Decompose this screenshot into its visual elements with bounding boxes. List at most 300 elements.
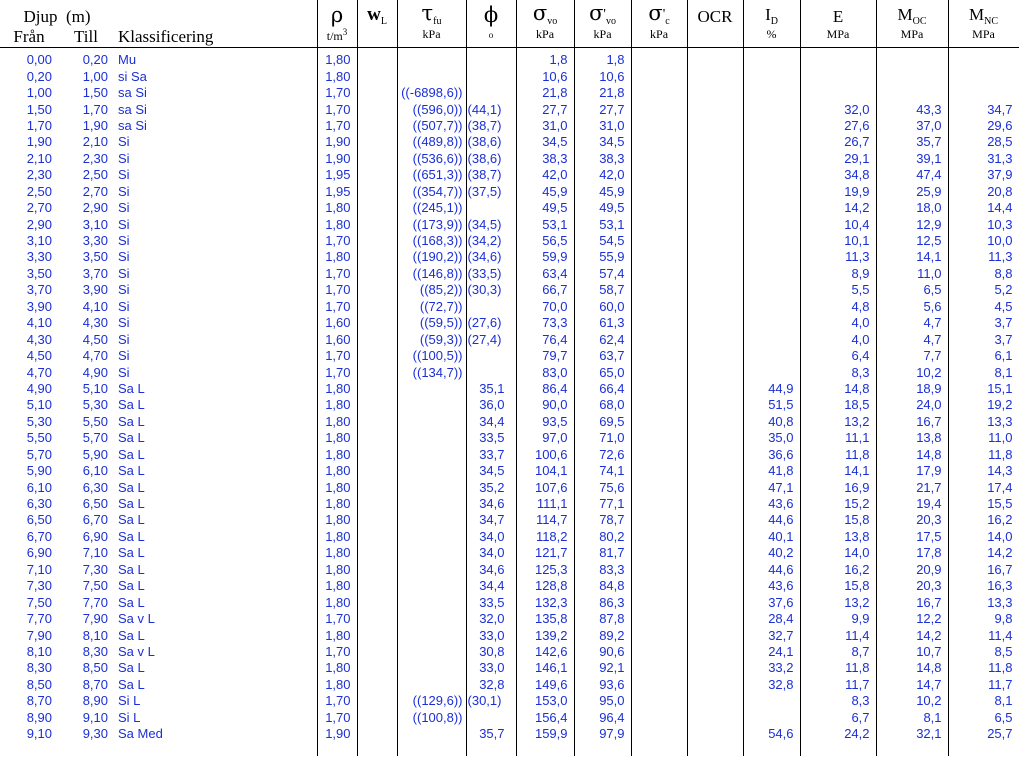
- cell-e: 6,4: [800, 348, 876, 364]
- cell-rho: 1,60: [317, 331, 357, 347]
- cell-wl: [357, 52, 397, 68]
- cell-id: [743, 249, 800, 265]
- cell-sigma_eff: 58,7: [574, 282, 631, 298]
- cell-sigma_eff: 55,9: [574, 249, 631, 265]
- cell-from: 0,00: [26, 52, 52, 68]
- cell-id: [743, 299, 800, 315]
- cell-class: Mu: [114, 52, 317, 68]
- cell-sigma_eff: 74,1: [574, 463, 631, 479]
- cell-sigma_c: [631, 266, 687, 282]
- cell-to: 3,50: [82, 249, 109, 265]
- cell-phi: 36,0: [466, 397, 516, 413]
- cell-wl: [357, 710, 397, 726]
- cell-ocr: [687, 151, 743, 167]
- cell-wl: [357, 101, 397, 117]
- cell-from: 3,70: [26, 282, 52, 298]
- cell-sigma: 142,6: [516, 644, 574, 660]
- cell-sigma_c: [631, 85, 687, 101]
- cell-id: [743, 742, 800, 756]
- cell-moc: 18,9: [876, 381, 948, 397]
- ocr-header: OCR: [687, 0, 743, 27]
- cell-e: 5,5: [800, 282, 876, 298]
- cell-tau: [397, 381, 466, 397]
- cell-id: 43,6: [743, 578, 800, 594]
- cell-id: 47,1: [743, 479, 800, 495]
- filler-row: [0, 742, 1019, 756]
- cell-moc: 16,7: [876, 594, 948, 610]
- cell-sigma_c: [631, 397, 687, 413]
- cell-tau: ((100,5)): [397, 348, 466, 364]
- table-row: [0, 627, 1019, 643]
- cell-tau: ((-6898,6)): [397, 85, 466, 101]
- cell-phi: 33,0: [466, 627, 516, 643]
- cell-sigma_eff: 72,6: [574, 447, 631, 463]
- cell-to: 4,30: [82, 315, 109, 331]
- cell-sigma_eff: 45,9: [574, 184, 631, 200]
- cell-tau: ((354,7)): [397, 184, 466, 200]
- cell-ocr: [687, 233, 743, 249]
- cell-sigma_eff: 1,8: [574, 52, 631, 68]
- table-row: [0, 331, 1019, 347]
- cell-tau: [397, 644, 466, 660]
- cell-mnc: [948, 68, 1019, 84]
- cell-moc: 17,5: [876, 529, 948, 545]
- cell-from: 2,90: [26, 216, 52, 232]
- cell-e: 4,0: [800, 315, 876, 331]
- cell-from: 8,50: [26, 676, 52, 692]
- cell-id: [743, 52, 800, 68]
- cell-ocr: [687, 693, 743, 709]
- cell-moc: 14,1: [876, 249, 948, 265]
- cell-class: sa Si: [114, 118, 317, 134]
- cell-sigma_eff: 42,0: [574, 167, 631, 183]
- cell-to: 8,70: [82, 676, 109, 692]
- cell-class: Sa v L: [114, 611, 317, 627]
- cell-sigma_eff: 34,5: [574, 134, 631, 150]
- cell-moc: 32,1: [876, 726, 948, 742]
- cell-sigma: 107,6: [516, 479, 574, 495]
- cell-ocr: [687, 68, 743, 84]
- cell-wl: [357, 660, 397, 676]
- cell-e: 11,3: [800, 249, 876, 265]
- cell-id: [743, 68, 800, 84]
- cell-to: 5,10: [82, 380, 109, 396]
- cell-wl: [357, 578, 397, 594]
- cell-sigma: 83,0: [516, 364, 574, 380]
- cell-phi: [466, 742, 516, 756]
- cell-sigma_c: [631, 381, 687, 397]
- cell-mnc: [948, 742, 1019, 756]
- cell-sigma_eff: 38,3: [574, 151, 631, 167]
- cell-sigma_eff: 97,9: [574, 726, 631, 742]
- cell-rho: 1,70: [317, 101, 357, 117]
- cell-moc: 4,7: [876, 331, 948, 347]
- table-row: [0, 463, 1019, 479]
- cell-to: 3,90: [82, 282, 109, 298]
- cell-to: 2,50: [82, 167, 109, 183]
- cell-moc: 14,8: [876, 660, 948, 676]
- cell-id: 24,1: [743, 644, 800, 660]
- cell-ocr: [687, 742, 743, 756]
- cell-sigma_c: [631, 627, 687, 643]
- cell-rho: 1,90: [317, 151, 357, 167]
- cell-moc: 17,9: [876, 463, 948, 479]
- cell-id: 44,9: [743, 381, 800, 397]
- cell-class: sa Si: [114, 85, 317, 101]
- total-stress-unit: kPa: [516, 27, 574, 48]
- cell-mnc: 17,4: [948, 479, 1019, 495]
- cell-e: 13,8: [800, 529, 876, 545]
- cell-class: Si L: [114, 693, 317, 709]
- cell-tau: ((85,2)): [397, 282, 466, 298]
- table-row: [0, 496, 1019, 512]
- cell-wl: [357, 381, 397, 397]
- cell-mnc: [948, 52, 1019, 68]
- cell-from: 4,30: [26, 331, 52, 347]
- cell-wl: [357, 118, 397, 134]
- cell-ocr: [687, 282, 743, 298]
- cell-ocr: [687, 266, 743, 282]
- cell-sigma_c: [631, 52, 687, 68]
- cell-id: 33,2: [743, 660, 800, 676]
- cell-mnc: 11,4: [948, 627, 1019, 643]
- cell-sigma_eff: 31,0: [574, 118, 631, 134]
- cell-tau: [397, 742, 466, 756]
- cell-from: 3,10: [26, 233, 52, 249]
- cell-wl: [357, 134, 397, 150]
- cell-id: 40,1: [743, 529, 800, 545]
- cell-sigma: 59,9: [516, 249, 574, 265]
- cell-sigma_eff: 68,0: [574, 397, 631, 413]
- cell-class: Si: [114, 184, 317, 200]
- cell-wl: [357, 677, 397, 693]
- cell-mnc: 25,7: [948, 726, 1019, 742]
- cell-class: Si L: [114, 710, 317, 726]
- table-row: [0, 68, 1019, 84]
- table-row: [0, 52, 1019, 68]
- cell-sigma_eff: 84,8: [574, 578, 631, 594]
- cell-tau: ((173,9)): [397, 216, 466, 232]
- cell-moc: 25,9: [876, 184, 948, 200]
- cell-sigma: 135,8: [516, 611, 574, 627]
- cell-mnc: 3,7: [948, 331, 1019, 347]
- cell-id: [743, 693, 800, 709]
- cell-wl: [357, 644, 397, 660]
- cell-mnc: 10,0: [948, 233, 1019, 249]
- cell-phi: (34,6): [466, 249, 516, 265]
- cell-rho: 1,80: [317, 627, 357, 643]
- table-row: [0, 710, 1019, 726]
- cell-sigma_eff: 60,0: [574, 299, 631, 315]
- cell-moc: 5,6: [876, 299, 948, 315]
- cell-tau: ((100,8)): [397, 710, 466, 726]
- cell-moc: 10,7: [876, 644, 948, 660]
- cell-phi: [466, 52, 516, 68]
- cell-phi: [466, 348, 516, 364]
- cell-mnc: 15,5: [948, 496, 1019, 512]
- cell-e: 6,7: [800, 710, 876, 726]
- table-row: [0, 397, 1019, 413]
- cell-sigma_eff: 21,8: [574, 85, 631, 101]
- cell-phi: 34,6: [466, 562, 516, 578]
- cell-wl: [357, 430, 397, 446]
- cell-sigma_c: [631, 677, 687, 693]
- cell-from: 7,90: [26, 627, 52, 643]
- table-row: [0, 348, 1019, 364]
- cell-ocr: [687, 134, 743, 150]
- cell-e: [800, 742, 876, 756]
- cell-class: Sa L: [114, 627, 317, 643]
- cell-to: 7,90: [82, 611, 109, 627]
- cell-to: 2,10: [82, 134, 109, 150]
- cell-to: 7,50: [82, 578, 109, 594]
- cell-e: 13,2: [800, 594, 876, 610]
- cell-sigma: 153,0: [516, 693, 574, 709]
- cell-rho: 1,80: [317, 430, 357, 446]
- cell-mnc: 37,9: [948, 167, 1019, 183]
- mnc-unit: MPa: [948, 27, 1019, 48]
- cell-wl: [357, 216, 397, 232]
- cell-wl: [357, 545, 397, 561]
- cell-moc: [876, 85, 948, 101]
- cell-class: Si: [114, 282, 317, 298]
- cell-moc: 43,3: [876, 101, 948, 117]
- cell-sigma_eff: 86,3: [574, 594, 631, 610]
- cell-sigma_c: [631, 315, 687, 331]
- cell-e: 8,7: [800, 644, 876, 660]
- cell-to: [58, 742, 114, 756]
- table-row: [0, 282, 1019, 298]
- cell-phi: 32,8: [466, 677, 516, 693]
- cell-rho: [317, 742, 357, 756]
- cell-mnc: 14,0: [948, 529, 1019, 545]
- cell-sigma_c: [631, 249, 687, 265]
- cell-moc: 20,3: [876, 578, 948, 594]
- cell-tau: ((72,7)): [397, 299, 466, 315]
- cell-to: 5,90: [82, 446, 109, 462]
- cell-sigma: 53,1: [516, 216, 574, 232]
- cell-tau: [397, 545, 466, 561]
- cell-rho: 1,80: [317, 496, 357, 512]
- cell-sigma_c: [631, 200, 687, 216]
- cell-id: 35,0: [743, 430, 800, 446]
- cell-phi: 33,5: [466, 430, 516, 446]
- cell-sigma_c: [631, 545, 687, 561]
- cell-sigma_c: [631, 562, 687, 578]
- effective-stress-unit: kPa: [574, 27, 631, 48]
- cell-to: 1,90: [82, 117, 109, 133]
- to-header: Till: [58, 27, 114, 48]
- cell-tau: [397, 479, 466, 495]
- cell-moc: 17,8: [876, 545, 948, 561]
- cell-to: 8,30: [82, 643, 109, 659]
- cell-wl: [357, 529, 397, 545]
- cell-sigma: 1,8: [516, 52, 574, 68]
- cell-class: Si: [114, 233, 317, 249]
- cell-sigma: 146,1: [516, 660, 574, 676]
- cell-sigma_c: [631, 282, 687, 298]
- moc-header: $M_{OC}$: [876, 0, 948, 27]
- cell-from: 6,30: [26, 496, 52, 512]
- cell-rho: 1,80: [317, 463, 357, 479]
- cell-from: 4,70: [26, 364, 52, 380]
- table-row: [0, 118, 1019, 134]
- cell-ocr: [687, 529, 743, 545]
- cell-id: [743, 233, 800, 249]
- cell-rho: 1,80: [317, 68, 357, 84]
- cell-sigma_eff: 61,3: [574, 315, 631, 331]
- cell-tau: [397, 677, 466, 693]
- cell-sigma_c: [631, 447, 687, 463]
- table-row: [0, 233, 1019, 249]
- cell-tau: [397, 726, 466, 742]
- cell-ocr: [687, 52, 743, 68]
- cell-sigma_eff: 78,7: [574, 512, 631, 528]
- cell-ocr: [687, 660, 743, 676]
- cell-sigma_eff: 81,7: [574, 545, 631, 561]
- cell-class: Si: [114, 266, 317, 282]
- cell-id: [743, 200, 800, 216]
- cell-id: 54,6: [743, 726, 800, 742]
- cell-phi: 34,0: [466, 529, 516, 545]
- cell-sigma_c: [631, 216, 687, 232]
- cell-e: 11,8: [800, 447, 876, 463]
- cell-sigma: 73,3: [516, 315, 574, 331]
- e-modulus-header: E: [800, 0, 876, 27]
- cell-class: Sa L: [114, 397, 317, 413]
- cell-id: 44,6: [743, 562, 800, 578]
- cell-phi: (38,7): [466, 167, 516, 183]
- cell-to: 6,10: [82, 463, 109, 479]
- cell-id: 32,7: [743, 627, 800, 643]
- cell-to: 5,70: [82, 430, 109, 446]
- cell-sigma_eff: 54,5: [574, 233, 631, 249]
- table-row: [0, 562, 1019, 578]
- cell-e: 14,1: [800, 463, 876, 479]
- cell-to: 0,20: [82, 52, 109, 68]
- cell-wl: [357, 463, 397, 479]
- cell-from: 6,50: [26, 512, 52, 528]
- cell-rho: 1,70: [317, 710, 357, 726]
- cell-tau: ((596,0)): [397, 101, 466, 117]
- cell-rho: 1,80: [317, 200, 357, 216]
- cell-e: 11,1: [800, 430, 876, 446]
- cell-sigma: 27,7: [516, 101, 574, 117]
- cell-sigma_c: [631, 512, 687, 528]
- cell-phi: [466, 299, 516, 315]
- cell-rho: 1,70: [317, 85, 357, 101]
- cell-sigma_eff: 93,6: [574, 677, 631, 693]
- table-row: [0, 512, 1019, 528]
- cell-sigma_c: [631, 710, 687, 726]
- cell-sigma_c: [631, 726, 687, 742]
- cell-id: 40,8: [743, 414, 800, 430]
- cell-sigma: 79,7: [516, 348, 574, 364]
- cell-moc: 18,0: [876, 200, 948, 216]
- cell-wl: [357, 200, 397, 216]
- cell-to: 2,90: [82, 200, 109, 216]
- cell-class: sa Si: [114, 101, 317, 117]
- cell-to: 5,50: [82, 413, 109, 429]
- cell-class: [114, 742, 317, 756]
- cell-rho: 1,80: [317, 562, 357, 578]
- cell-sigma_eff: 71,0: [574, 430, 631, 446]
- cell-tau: [397, 512, 466, 528]
- cell-class: Si: [114, 134, 317, 150]
- cell-mnc: 15,1: [948, 381, 1019, 397]
- cell-class: Si: [114, 167, 317, 183]
- cell-mnc: 6,1: [948, 348, 1019, 364]
- cell-sigma_eff: 90,6: [574, 644, 631, 660]
- cell-to: 1,00: [82, 68, 109, 84]
- cell-e: 10,4: [800, 216, 876, 232]
- cell-e: 4,0: [800, 331, 876, 347]
- cell-sigma_eff: 96,4: [574, 710, 631, 726]
- cell-ocr: [687, 200, 743, 216]
- cell-ocr: [687, 85, 743, 101]
- cell-sigma_eff: 62,4: [574, 331, 631, 347]
- table-row: [0, 381, 1019, 397]
- cell-class: Sa L: [114, 447, 317, 463]
- cell-wl: [357, 299, 397, 315]
- cell-class: Sa L: [114, 512, 317, 528]
- cell-class: Sa L: [114, 660, 317, 676]
- cell-moc: 6,5: [876, 282, 948, 298]
- cell-sigma_c: [631, 101, 687, 117]
- cell-from: 1,70: [26, 117, 52, 133]
- cell-e: 15,2: [800, 496, 876, 512]
- cell-sigma: 76,4: [516, 331, 574, 347]
- cell-tau: ((168,3)): [397, 233, 466, 249]
- cell-ocr: [687, 331, 743, 347]
- cell-e: [800, 85, 876, 101]
- cell-mnc: 3,7: [948, 315, 1019, 331]
- cell-tau: [397, 562, 466, 578]
- cell-wl: [357, 233, 397, 249]
- cell-class: Si: [114, 151, 317, 167]
- cell-mnc: 19,2: [948, 397, 1019, 413]
- cell-wl: [357, 282, 397, 298]
- cell-wl: [357, 85, 397, 101]
- table-row: [0, 184, 1019, 200]
- cell-phi: 34,4: [466, 578, 516, 594]
- cell-phi: 32,0: [466, 611, 516, 627]
- cell-id: [743, 184, 800, 200]
- cell-class: Sa L: [114, 594, 317, 610]
- table-row: [0, 611, 1019, 627]
- cell-id: [743, 101, 800, 117]
- cell-id: 51,5: [743, 397, 800, 413]
- cell-wl: [357, 151, 397, 167]
- cell-moc: 12,2: [876, 611, 948, 627]
- cell-to: 6,30: [82, 479, 109, 495]
- cell-rho: 1,70: [317, 118, 357, 134]
- cell-sigma: 100,6: [516, 447, 574, 463]
- cell-sigma: 70,0: [516, 299, 574, 315]
- cell-sigma_eff: 69,5: [574, 414, 631, 430]
- cell-ocr: [687, 578, 743, 594]
- cell-phi: [466, 710, 516, 726]
- cell-class: Sa L: [114, 414, 317, 430]
- cell-sigma: 31,0: [516, 118, 574, 134]
- cell-moc: 20,3: [876, 512, 948, 528]
- cell-e: 18,5: [800, 397, 876, 413]
- cell-e: [800, 52, 876, 68]
- cell-to: 1,70: [82, 101, 109, 117]
- cell-rho: 1,80: [317, 397, 357, 413]
- table-row: [0, 299, 1019, 315]
- cell-sigma_c: [631, 364, 687, 380]
